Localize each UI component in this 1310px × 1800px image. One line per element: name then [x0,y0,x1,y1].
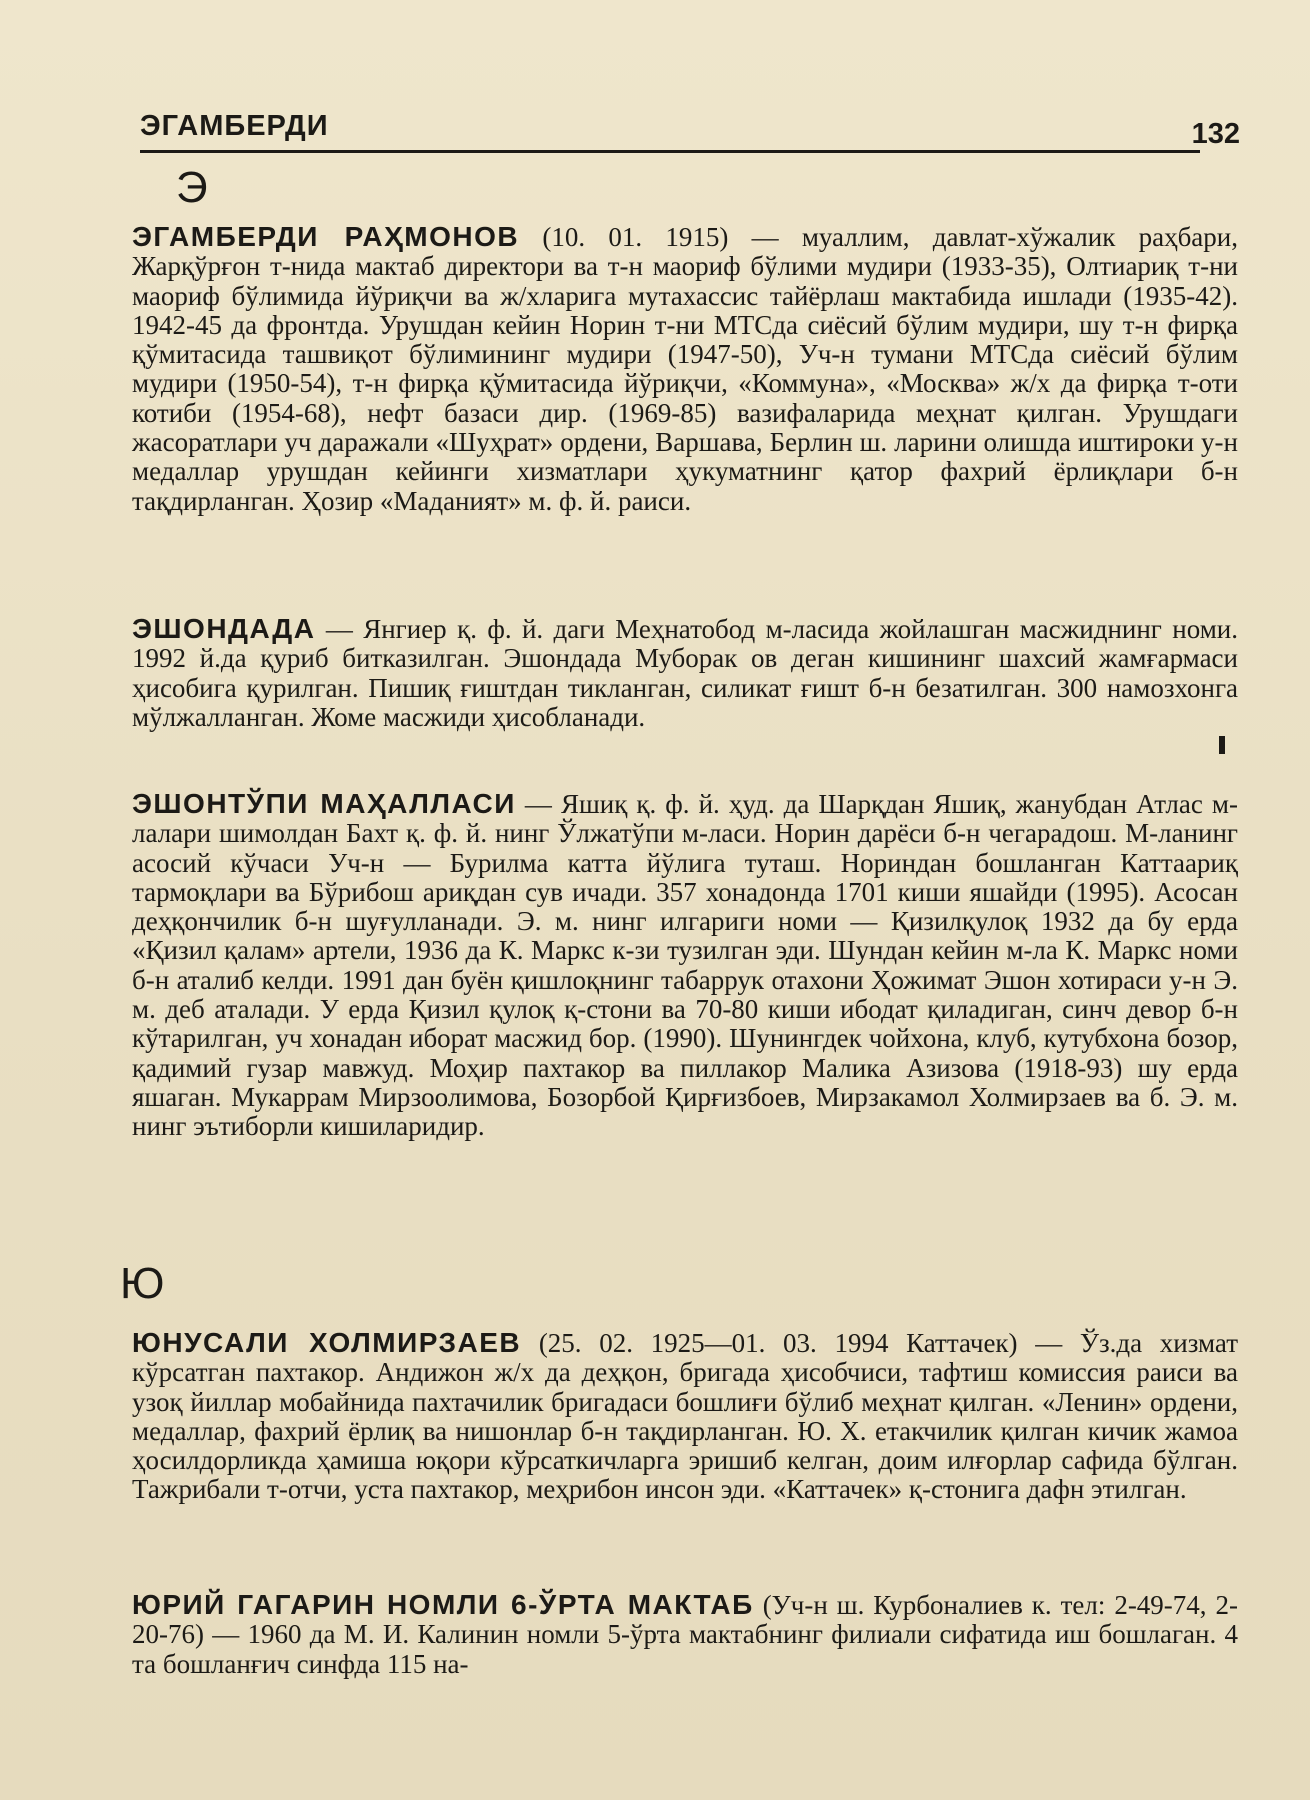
entry-body: (10. 01. 1915) — муаллим, давлат-хўжалик раҳбари, Жарқўрғон т-нида мактаб директори ва т-н маориф бўлими мудири (1933-35), Олтиариқ т-ни маориф бўлимида йўриқчи ва ж/хларига мутахассис тайёрлаш мактабида ишлади (1935-42). 1942-45 да фронтда. Урушдан кейин Норин т-ни МТСда сиёсий бўлим мудири, шу т-н фирқа қўмитасида ташвиқот бўлимининг мудири (1947-50), Уч-н тумани МТСда сиёсий бўлим мудири (1950-54), т-н фирқа қўмитасида йўриқчи, «Коммуна», «Москва» ж/х да фирқа т-оти котиби (1954-68), нефт базаси дир. (1969-85) вазифаларида меҳнат қилган. Урушдаги жасоратлари уч даражали «Шуҳрат» ордени, Варшава, Берлин ш. ларини олишда иштироки у-н медаллар урушдан кейинги хизматлари ҳукуматнинг қатор фахрий ёрлиқлари б-н тақдирланган. Ҳозир «Маданият» м. ф. й. раиси. [132,222,1238,516]
section-letter-e: Э [176,163,208,212]
ink-mark [1219,736,1225,754]
entry-body: — Янгиер қ. ф. й. даги Меҳнатобод м-ласида жойлашган масжиднинг номи. 1992 й.да қуриб битказилган. Эшондада Муборак ов деган кишининг шахсий жамғармаси ҳисобига қурилган. Пишиқ ғиштдан тикланган, силикат ғишт б-н безатилган. 300 намозхонга мўлжалланган. Жоме масжиди ҳисобланади. [132,614,1238,732]
entry-body: (Уч-н ш. Курбоналиев к. тел: 2-49-74, 2-20-76) — 1960 да М. И. Калинин номли 5-ўрта мактабнинг филиали сифатида иш бошлаган. 4 та бошланғич синфда 115 на- [132,1590,1238,1679]
entry-headword: ЮНУСАЛИ ХОЛМИРЗАЕВ [132,1327,522,1358]
entry-headword: ЭШОНТЎПИ МАҲАЛЛАСИ [132,788,516,819]
entry-yunusali-holmirzaev [132,1328,1238,1505]
header-rule [140,150,1200,153]
page-header [140,108,1240,152]
page-number: 132 [1191,118,1240,150]
running-head: ЭГАМБЕРДИ [140,110,329,142]
entry-headword: ЭГАМБЕРДИ РАҲМОНОВ [132,221,520,252]
entry-headword: ЭШОНДАДА [132,613,316,644]
entry-eshondada [132,614,1238,732]
entry-yuriy-gagarin-school [132,1590,1238,1679]
section-letter-yu: Ю [120,1259,165,1308]
entry-headword: ЮРИЙ ГАГАРИН НОМЛИ 6-ЎРТА МАКТАБ [132,1589,754,1620]
entry-body: — Яшиқ қ. ф. й. ҳуд. да Шарқдан Яшиқ, жанубдан Атлас м-лалари шимолдан Бахт қ. ф. й. нинг Ўлжатўпи м-ласи. Норин дарёси б-н чегарадош. М-ланинг асосий кўчаси Уч-н — Бурилма катта йўлига туташ. Нориндан бошланган Каттаариқ тармоқлари ва Бўрибош ариқдан сув ичади. 357 хонадонда 1701 киши яшайди (1995). Асосан деҳқончилик б-н шуғулланади. Э. м. нинг илгариги номи — Қизилқулоқ 1932 да бу ерда «Қизил қалам» артели, 1936 да К. Маркс к-зи тузилган эди. Шундан кейин м-ла К. Маркс номи б-н аталиб келди. 1991 дан буён қишлоқнинг табаррук отахони Ҳожимат Эшон хотираси у-н Э. м. деб аталади. У ерда Қизил қулоқ қ-стони ва 70-80 киши ибодат қиладиган, синч девор б-н кўтарилган, уч хонадан иборат масжид бор. (1990). Шунингдек чойхона, клуб, кутубхона бозор, қадимий гузар мавжуд. Моҳир пахтакор ва пиллакор Малика Азизова (1918-93) шу ерда яшаган. Мукаррам Мирзоолимова, Бозорбой Қирғизбоев, Мирзакамол Холмирзаев ва б. Э. м. нинг эътиборли кишиларидир. [132,789,1238,1142]
entry-eshontupi-mahallasi [132,789,1238,1142]
entry-egamberdi-rahmonov [132,222,1238,516]
entry-body: (25. 02. 1925—01. 03. 1994 Каттачек) — Ўз.да хизмат кўрсатган пахтакор. Андижон ж/х да деҳқон, бригада ҳисобчиси, тафтиш комиссия раиси ва узоқ йиллар мобайнида пахтачилик бригадаси бошлиғи бўлиб меҳнат қилган. «Ленин» ордени, медаллар, фахрий ёрлиқ ва нишонлар б-н тақдирланган. Ю. Х. етакчилик қилган кичик жамоа ҳосилдорликда ҳамиша юқори кўрсаткичларга эришиб келган, доим илғорлар сафида бўлган. Тажрибали т-отчи, уста пахтакор, меҳрибон инсон эди. «Каттачек» қ-стонига дафн этилган. [132,1328,1238,1505]
